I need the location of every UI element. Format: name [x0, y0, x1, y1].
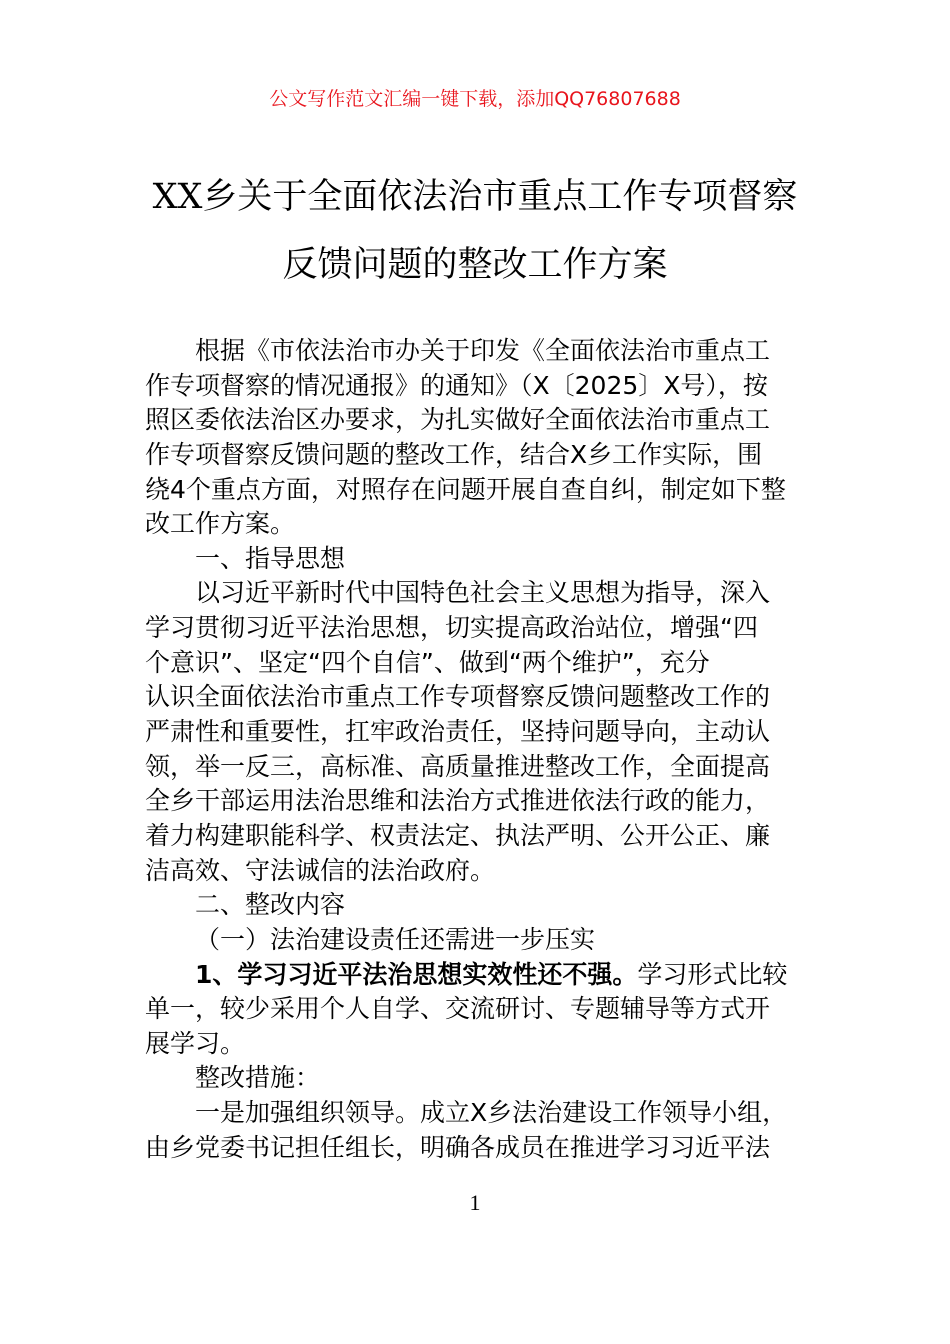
- text-line: [145, 680, 825, 715]
- text-line: [145, 1027, 825, 1062]
- line-text: （一）法治建设责任还需进一步压实: [195, 924, 596, 954]
- line-text: 绕4个重点方面，对照存在问题开展自查自纠，制定如下整: [145, 474, 786, 504]
- line-text: 整改措施：: [195, 1063, 321, 1093]
- text-line: [145, 576, 825, 611]
- line-text: 严肃性和重要性，扛牢政治责任，坚持问题导向，主动认: [145, 717, 771, 747]
- text-line: [145, 403, 825, 438]
- line-text: 改工作方案。: [145, 509, 296, 539]
- bold-heading: 1、学习习近平法治思想实效性还不强。: [195, 959, 638, 989]
- text-line: [145, 784, 825, 819]
- line-text: 全乡干部运用法治思维和法治方式推进依法行政的能力，: [145, 786, 771, 816]
- text-line: [145, 958, 825, 993]
- document-body: [145, 334, 825, 1165]
- text-line: [145, 611, 825, 646]
- text-line: [145, 750, 825, 785]
- text-line: [145, 438, 825, 473]
- text-line: [145, 1061, 825, 1096]
- line-text: 作专项督察反馈问题的整改工作，结合X乡工作实际，围: [145, 439, 763, 469]
- line-text: 由乡党委书记担任组长，明确各成员在推进学习习近平法: [145, 1132, 771, 1162]
- text-line: [145, 369, 825, 404]
- line-text: 认识全面依法治市重点工作专项督察反馈问题整改工作的: [145, 682, 771, 712]
- text-line: [145, 507, 825, 542]
- line-text: 作专项督察的情况通报》的通知》（X〔2025〕X号），按: [145, 370, 768, 400]
- text-line: [145, 854, 825, 889]
- text-line: [145, 473, 825, 508]
- promo-header: 公文写作范文汇编一键下载，添加QQ76807688: [269, 88, 681, 110]
- line-text: 展学习。: [145, 1028, 246, 1058]
- text-line: [145, 1131, 825, 1166]
- text-line: [145, 992, 825, 1027]
- text-line: [145, 646, 825, 681]
- document-title-line-1: XX乡关于全面依法治市重点工作专项督察: [152, 177, 798, 217]
- page-number: 1: [469, 1190, 481, 1215]
- line-text: 根据《市依法治市办关于印发《全面依法治市重点工: [195, 336, 771, 365]
- line-text: 个意识”、坚定“四个自信”、做到“两个维护”，充分: [145, 647, 710, 677]
- text-line: [145, 334, 825, 369]
- text-line: [145, 542, 825, 577]
- line-text: 一是加强组织领导。成立X乡法治建设工作领导小组，: [195, 1098, 788, 1128]
- text-line: [145, 1096, 825, 1131]
- document-title-line-2: 反馈问题的整改工作方案: [282, 245, 668, 285]
- line-text: 单一，较少采用个人自学、交流研讨、专题辅导等方式开: [145, 994, 771, 1024]
- text-line: [145, 888, 825, 923]
- line-text: 学习形式比较: [637, 959, 788, 989]
- line-text: 领，举一反三，高标准、高质量推进整改工作，全面提高: [145, 751, 771, 781]
- line-text: 一、指导思想: [195, 543, 346, 573]
- line-text: 二、整改内容: [195, 890, 346, 920]
- line-text: 着力构建职能科学、权责法定、执法严明、公开公正、廉: [145, 820, 771, 850]
- line-text: 洁高效、守法诚信的法治政府。: [145, 855, 496, 885]
- text-line: [145, 819, 825, 854]
- line-text: 照区委依法治区办要求，为扎实做好全面依法治市重点工: [145, 405, 771, 435]
- text-line: [145, 715, 825, 750]
- text-line: [145, 923, 825, 958]
- line-text: 以习近平新时代中国特色社会主义思想为指导，深入: [195, 578, 771, 608]
- line-text: 学习贯彻习近平法治思想，切实提高政治站位，增强“四: [145, 613, 758, 643]
